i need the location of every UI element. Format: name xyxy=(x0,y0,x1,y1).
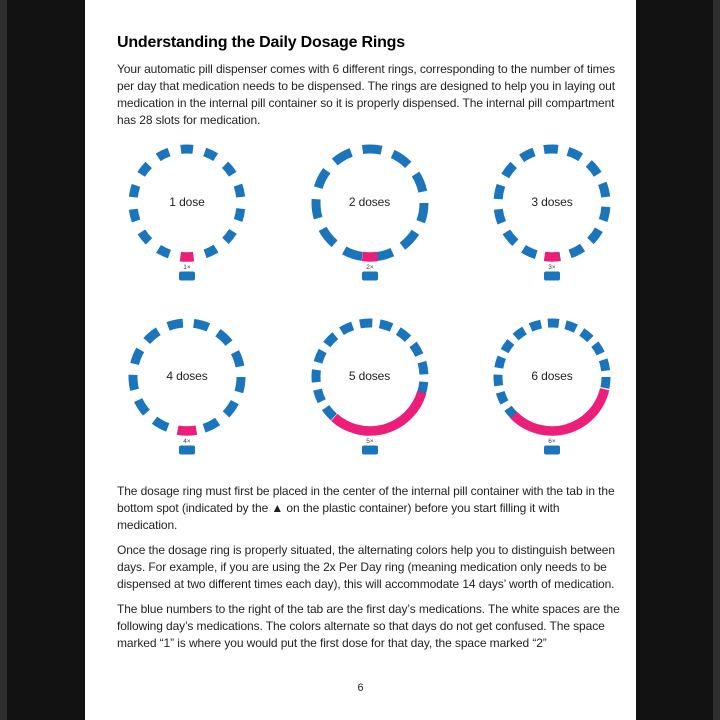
ring-figure-3-doses xyxy=(482,137,622,297)
ring-dose-label: 3 doses xyxy=(531,195,573,209)
ring-figure-6-doses xyxy=(482,311,622,471)
ring-dose-label: 6 doses xyxy=(531,369,573,383)
ring-tab-label: 5× xyxy=(365,438,374,445)
ring-tab xyxy=(544,446,560,455)
ring-day1-arc xyxy=(362,256,377,257)
ring-day1-arc xyxy=(334,392,422,431)
ring-figure-5-doses xyxy=(300,311,440,471)
ring-diagram-4-doses xyxy=(117,311,257,471)
ring-tab xyxy=(179,272,195,281)
ring-figure-2-doses xyxy=(300,137,440,297)
paragraph-placement: The dosage ring must first be placed in the center of the internal pill container with the tab in the bottom spot (indicated by the ▲ on the plastic container) before you start filling it with medication. xyxy=(117,484,615,532)
ring-tab-label: 2× xyxy=(365,264,374,271)
screen-edge-right xyxy=(713,0,720,720)
ring-diagram-1-dose xyxy=(117,137,257,297)
ring-day1-arc xyxy=(178,430,197,431)
ring-tab-label: 6× xyxy=(548,438,556,445)
ring-day1-arc xyxy=(544,256,559,257)
page-title: Understanding the Daily Dosage Rings xyxy=(117,34,405,51)
ring-diagram-3-doses xyxy=(482,137,622,297)
ring-diagram-2-doses xyxy=(300,137,440,297)
ring-tab-label: 3× xyxy=(548,264,556,271)
ring-dose-label: 2 doses xyxy=(348,195,391,209)
paragraph-blue-numbers: The blue numbers to the right of the tab are the first day’s medications. The white spaces are the following day’s medications. The colors alternate so that days do not get confused. The space marked “1” is where you would put the first dose for that day, the space marked “2” xyxy=(117,602,620,650)
intro-paragraph: Your automatic pill dispenser comes with 6 different rings, corresponding to the number of times per day that medication needs to be dispensed. The rings are designed to help you in laying out medication in the internal pill container so it is properly dispensed. The internal pill compartment has 28 slots for medication. xyxy=(117,62,615,127)
ring-dose-label: 4 doses xyxy=(166,369,208,383)
ring-day1-arc xyxy=(514,389,605,431)
ring-dose-label: 5 doses xyxy=(348,369,391,383)
ring-tab xyxy=(179,446,195,455)
ring-tab-label: 1× xyxy=(183,264,191,271)
ring-tab xyxy=(362,446,378,455)
screen-edge-left xyxy=(0,0,7,720)
ring-diagram-5-doses xyxy=(300,311,440,471)
page-number: 6 xyxy=(357,682,364,694)
ring-figure-4-doses xyxy=(117,311,257,471)
ring-dose-label: 1 dose xyxy=(169,195,205,209)
paragraph-alternating-colors: Once the dosage ring is properly situated, the alternating colors help you to distinguish between days. For example, if you are using the 2x Per Day ring (meaning medication only needs to be dispensed at two different times each day), this will accommodate 14 days’ worth of medication. xyxy=(117,543,615,591)
ring-tab xyxy=(362,272,378,281)
ring-tab-label: 4× xyxy=(183,438,191,445)
ring-diagram-6-doses xyxy=(482,311,622,471)
ring-figure-1-dose xyxy=(117,137,257,297)
dosage-rings-grid xyxy=(117,137,622,471)
manual-page xyxy=(85,0,636,720)
ring-tab xyxy=(544,272,560,281)
